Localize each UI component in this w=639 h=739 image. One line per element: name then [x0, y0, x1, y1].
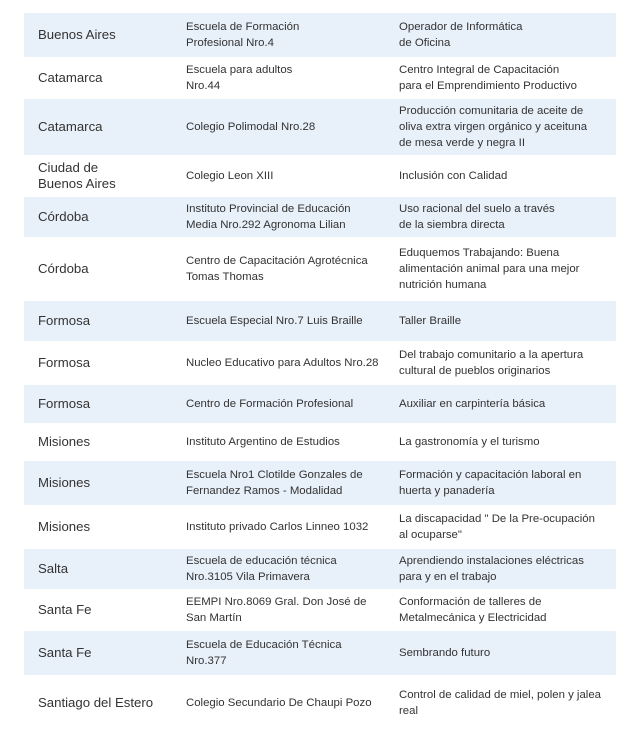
province-cell: Formosa — [38, 355, 91, 370]
school-cell: Escuela Nro1 Clotilde Gonzales de Fernandez Ramos - Modalidad — [186, 469, 363, 497]
table-row — [24, 505, 616, 549]
table-row — [24, 385, 616, 423]
project-cell: Sembrando futuro — [399, 647, 491, 659]
province-cell: Santa Fe — [38, 645, 92, 660]
school-cell: Instituto Argentino de Estudios — [186, 436, 340, 448]
project-cell: Taller Braille — [399, 315, 462, 327]
school-cell: Escuela de Formación Profesional Nro.4 — [186, 21, 300, 49]
school-cell: Centro de Formación Profesional — [186, 398, 354, 410]
project-cell: Auxiliar en carpintería básica — [399, 398, 546, 410]
table-row — [24, 549, 616, 589]
province-cell: Ciudad de Buenos Aires — [38, 160, 116, 191]
table-row — [24, 423, 616, 461]
province-cell: Formosa — [38, 313, 91, 328]
project-cell: Del trabajo comunitario a la apertura cultural de pueblos originarios — [399, 349, 584, 377]
project-cell: Eduquemos Trabajando: Buena alimentación animal para una mejor nutrición humana — [399, 247, 580, 291]
project-cell: Producción comunitaria de aceite de oliva extra virgen orgánico y aceituna de mesa verde y negra II — [399, 105, 588, 149]
province-cell: Salta — [38, 561, 69, 576]
school-cell: Centro de Capacitación Agrotécnica Tomas Thomas — [186, 255, 368, 283]
school-cell: Escuela de educación técnica Nro.3105 Vila Primavera — [186, 555, 337, 583]
projects-table — [24, 13, 616, 731]
school-cell: Instituto privado Carlos Linneo 1032 — [186, 521, 369, 533]
province-cell: Catamarca — [38, 119, 103, 134]
project-cell: Formación y capacitación laboral en huerta y panadería — [399, 469, 582, 497]
table-row — [24, 57, 616, 99]
project-cell: Aprendiendo instalaciones eléctricas para y en el trabajo — [399, 555, 584, 583]
school-cell: Nucleo Educativo para Adultos Nro.28 — [186, 357, 379, 369]
school-cell: Colegio Polimodal Nro.28 — [186, 121, 316, 133]
table-row — [24, 237, 616, 301]
table-row — [24, 197, 616, 237]
project-cell: Uso racional del suelo a través de la siembra directa — [399, 203, 555, 231]
project-cell: Inclusión con Calidad — [399, 170, 508, 182]
province-cell: Misiones — [38, 519, 91, 534]
school-cell: Escuela para adultos Nro.44 — [186, 64, 293, 92]
province-cell: Córdoba — [38, 261, 89, 276]
school-cell: Escuela de Educación Técnica Nro.377 — [186, 639, 342, 667]
project-cell: Control de calidad de miel, polen y jalea real — [399, 689, 601, 717]
province-cell: Santa Fe — [38, 602, 92, 617]
province-cell: Misiones — [38, 475, 91, 490]
school-cell: Instituto Provincial de Educación Media Nro.292 Agronoma Lilian — [186, 203, 351, 231]
project-cell: Conformación de talleres de Metalmecánica y Electricidad — [399, 596, 547, 624]
table-row — [24, 461, 616, 505]
project-cell: Operador de Informática de Oficina — [399, 21, 523, 49]
project-cell: Centro Integral de Capacitación para el Emprendimiento Productivo — [399, 64, 577, 92]
table-row — [24, 155, 616, 197]
school-cell: Colegio Secundario De Chaupi Pozo — [186, 697, 372, 709]
table-row — [24, 99, 616, 155]
table-row — [24, 589, 616, 631]
province-cell: Formosa — [38, 396, 91, 411]
province-cell: Santiago del Estero — [38, 695, 154, 710]
school-cell: Colegio Leon XIII — [186, 170, 274, 182]
province-cell: Misiones — [38, 434, 91, 449]
project-cell: La discapacidad " De la Pre-ocupación al ocuparse" — [399, 513, 595, 541]
school-cell: EEMPI Nro.8069 Gral. Don José de San Martín — [186, 596, 367, 624]
project-cell: La gastronomía y el turismo — [399, 436, 540, 448]
table-row — [24, 675, 616, 731]
province-cell: Córdoba — [38, 209, 89, 224]
table-row — [24, 13, 616, 57]
table-row — [24, 341, 616, 385]
table-row — [24, 301, 616, 341]
province-cell: Buenos Aires — [38, 27, 116, 42]
table-row — [24, 631, 616, 675]
province-cell: Catamarca — [38, 70, 103, 85]
school-cell: Escuela Especial Nro.7 Luis Braille — [186, 315, 363, 327]
